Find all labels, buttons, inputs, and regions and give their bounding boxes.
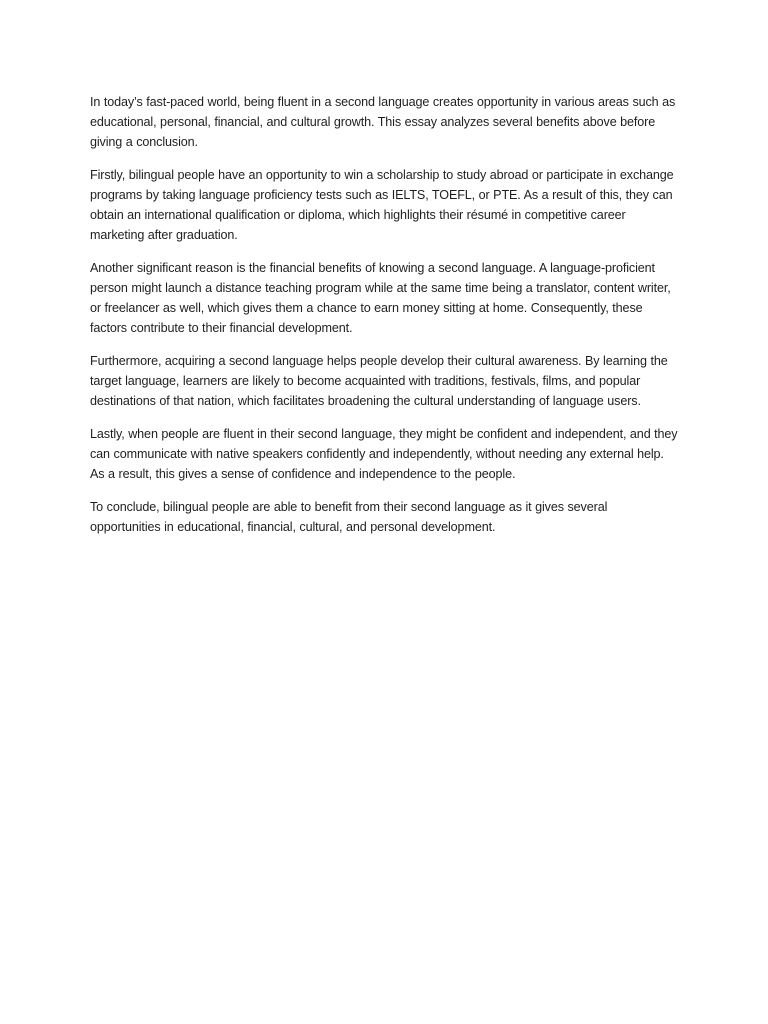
paragraph-financial-benefit: Another significant reason is the financial benefits of knowing a second language. A language-proficient person might launch a distance teaching program while at the same time being a translator, content writer, or freelancer as well, which gives them a chance to earn money sitting at home. Consequently, these factors contribute to their financial development.: [90, 261, 671, 335]
paragraph-cultural-benefit: Furthermore, acquiring a second language helps people develop their cultural awareness. By learning the target language, learners are likely to become acquainted with traditions, festivals, films, and popular destinations of that nation, which facilitates broadening the cultural understanding of language users.: [90, 354, 668, 408]
essay-body: [90, 92, 678, 550]
paragraph-conclusion: To conclude, bilingual people are able to benefit from their second language as it gives several opportunities in educational, financial, cultural, and personal development.: [90, 500, 608, 534]
paragraph-personal-benefit: Lastly, when people are fluent in their second language, they might be confident and independent, and they can communicate with native speakers confidently and independently, without needing any external help. As a result, this gives a sense of confidence and independence to the people.: [90, 427, 678, 481]
paragraph-educational-benefit: Firstly, bilingual people have an opportunity to win a scholarship to study abroad or participate in exchange programs by taking language proficiency tests such as IELTS, TOEFL, or PTE. As a result of this, they can obtain an international qualification or diploma, which highlights their résumé in competitive career marketing after graduation.: [90, 168, 674, 242]
paragraph-introduction: In today’s fast-paced world, being fluent in a second language creates opportunity in various areas such as educational, personal, financial, and cultural growth. This essay analyzes several benefits above before giving a conclusion.: [90, 95, 676, 149]
